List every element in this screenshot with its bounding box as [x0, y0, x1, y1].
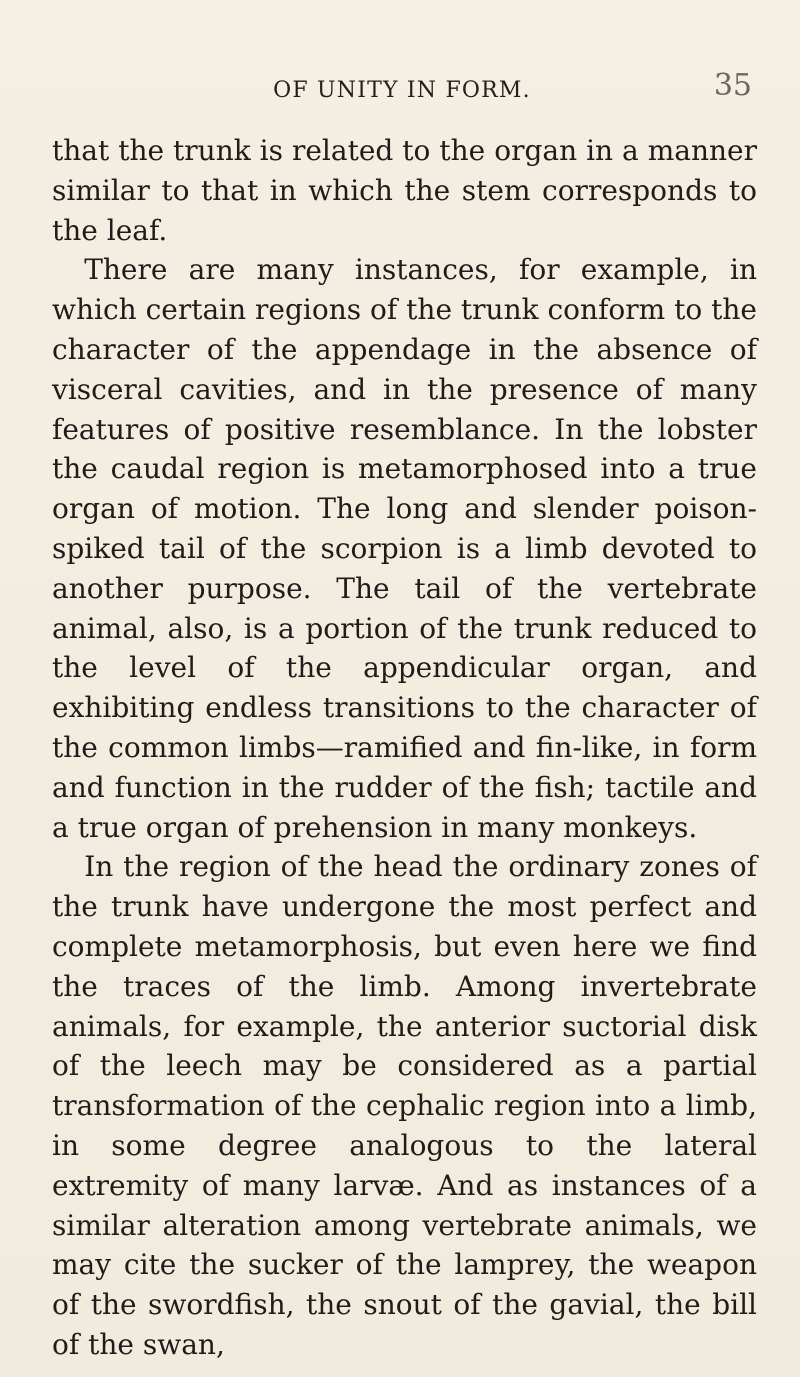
paragraph: There are many instances, for example, in which certain regions of the trunk conform to the character of the appendage in the absence of visceral cavities, and in the presence of many features of positive resemblance. In the lobster the caudal region is metamorphosed into a true organ of motion. The long and slender poison-spiked tail of the scorpion is a limb devoted to another purpose. The tail of the vertebrate animal, also, is a portion of the trunk reduced to the level of the appendicular organ, and exhibiting endless transitions to the character of the common limbs—ramified and fin-like, in form and function in the rudder of the fish; tactile and a true organ of prehension in many monkeys. [52, 253, 757, 844]
body-text [52, 131, 757, 1365]
paragraph: In the region of the head the ordinary zones of the trunk have undergone the most perfect and complete metamorphosis, but even here we find the traces of the limb. Among invertebrate animals, for example, the anterior suctorial disk of the leech may be considered as a partial transformation of the cephalic region into a limb, in some degree analogous to the lateral extremity of many larvæ. And as instances of a similar alteration among vertebrate animals, we may cite the sucker of the lamprey, the weapon of the swordfish, the snout of the gavial, the bill of the swan, [52, 850, 757, 1361]
paragraph: that the trunk is related to the organ in a manner similar to that in which the stem corresponds to the leaf. [52, 134, 757, 247]
running-title: OF UNITY IN FORM. [273, 78, 531, 103]
running-head [52, 68, 752, 118]
page-number: 35 [713, 68, 752, 103]
